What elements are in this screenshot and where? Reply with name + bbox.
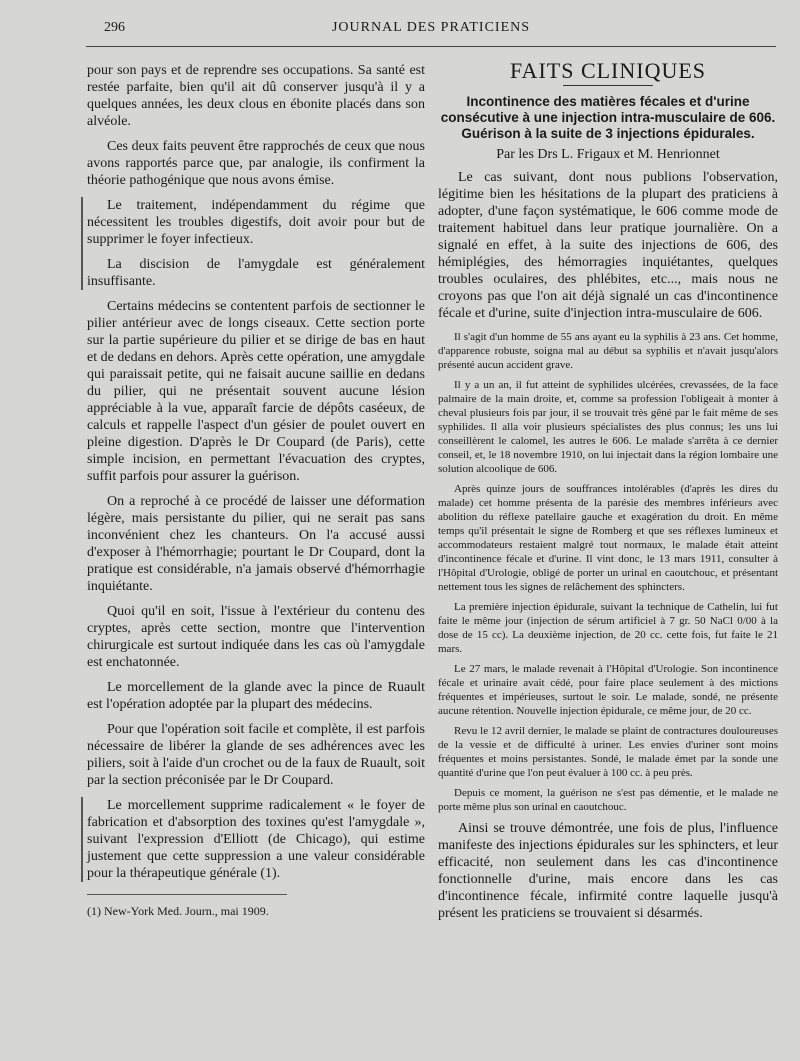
journal-title: JOURNAL DES PRATICIENS — [331, 20, 531, 35]
paragraph: Le morcellement supprime radicalement « le foyer de fabrication et d'absorption des toxines qu'est l'amygdale », suivant l'expression d'Elliott (de Chicago), qui estime justement que cette suppression a une valeur considérable pour la thérapeutique générale (1). — [87, 798, 425, 881]
observation-paragraph: Après quinze jours de souffrances intolérables (d'après les dires du malade) cet homme présenta de la parésie des membres inférieurs avec abolition du réflexe patellaire gauche et exagération du droit. En même temps qu'il présentait le signe de Romberg et que ses réflexes lumineux et accommodateurs restaient malgré tout normaux, le malade était atteint d'incontinence fécale et d'urine. Il vint donc, le 13 mars 1911, consulter à l'Hôpital d'Urologie, obligé de porter un urinal en caoutchouc, et présentant nettement tous les signes de relâchement des sphincters. — [438, 483, 778, 593]
article-title: Incontinence des matières fécales et d'urine consécutive à une injection intra-musculaire de 606. Guérison à la suite de 3 injections épidurales. — [440, 94, 776, 141]
byline: Par les Drs L. Frigaux et M. Henrionnet — [496, 147, 720, 162]
paragraph: Certains médecins se contentent parfois de sectionner le pilier antérieur avec de longs ciseaux. Cette section porte sur la partie supérieure du pilier et se dirige de bas en haut et de dedans en dehors. Après cette opération, une amygdale qui paraissait petite, qui ne faisait aucune saillie en dedans du pilier, qui ne présentait souvent aucune lésion appréciable à la vue, apparaît farcie de dépôts caséeux, de calculs et rappelle l'aspect d'un gésier de poulet ouvert en pleine digestion. D'après le Dr Coupard (de Paris), cette simple incision, en permettant l'évacuation des cryptes, suffit parfois pour assurer la guérison. — [87, 299, 425, 484]
paragraph: Quoi qu'il en soit, l'issue à l'extérieur du contenu des cryptes, après cette section, montre que l'intervention chirurgicale est surtout indiquée dans les cas où l'amygdale est enchatonnée. — [87, 604, 425, 670]
observation-paragraph: Le 27 mars, le malade revenait à l'Hôpital d'Urologie. Son incontinence fécale et urinaire avait cédé, pour faire place seulement à des mictions fréquentes et impérieuses, surtout le soir. Le malade, sondé, ne présente aucune rétention. Nouvelle injection épidurale, ce même jour, de 20 cc. — [438, 663, 778, 717]
observation-paragraph: Il y a un an, il fut atteint de syphilides ulcérées, crevassées, de la face palmaire de la main droite, et, comme sa profession l'obligeait à monter à cheval plusieurs fois par jour, il se trouvait très gêné par le fait même de ses syphilides. Il alla voir plusieurs spécialistes des plus connus; les uns lui conseillèrent le calomel, les autres le 606. Le malade s'arrêta à ce dernier conseil, et, le 18 novembre 1910, on lui injectait dans la région lombaire une solution alcoolique de 606. — [438, 379, 778, 475]
footnote-rule — [87, 894, 287, 895]
margin-bar — [81, 197, 425, 290]
section-rule — [563, 85, 653, 86]
paragraph: La discision de l'amygdale est généralement insuffisante. — [87, 257, 425, 289]
paragraph: Pour que l'opération soit facile et complète, il est parfois nécessaire de libérer la glande de ses adhérences avec les piliers, soit à l'aide d'un crochet ou de la faux de Ruault, soit par la section préconisée par le Dr Coupard. — [87, 722, 425, 788]
paragraph: Ces deux faits peuvent être rapprochés de ceux que nous avons rapportés parce que, par analogie, ils confirment la théorie pathogénique que nous avons émise. — [87, 139, 425, 188]
paragraph: On a reproché à ce procédé de laisser une déformation légère, mais persistante du pilier, qui ne serait pas sans inconvénient chez les chanteurs. On l'a accusé aussi d'exposer à l'hémorrhagie; pourtant le Dr Coupard, dont la pratique est considérable, n'a jamais observé d'hémorrhagie inquiétante. — [87, 494, 425, 594]
right-column — [438, 58, 778, 930]
page-number: 296 — [104, 20, 125, 35]
footnote: (1) New-York Med. Journ., mai 1909. — [87, 904, 269, 918]
intro-paragraph: Le cas suivant, dont nous publions l'observation, légitime bien les hésitations de la plupart des praticiens à adopter, d'une façon systématique, le 606 comme mode de traitement habituel dans leur pratique journalière. On a signalé en effet, à la suite des injections de 606, des hémiplégies, des hémorragies inquiétantes, quelques troubles oculaires, des phlébites, etc..., mais nous ne croyons pas que l'on ait déjà signalé un cas d'incontinence fécale et d'urine, suite d'injection intra-musculaire de 606. — [438, 170, 778, 321]
page-header — [86, 20, 776, 47]
left-column — [87, 62, 425, 920]
paragraph: Le traitement, indépendamment du régime que nécessitent les troubles digestifs, doit avoir pour but de supprimer le foyer infectieux. — [87, 198, 425, 247]
paragraph: pour son pays et de reprendre ses occupations. Sa santé est restée parfaite, bien qu'il ait dû conserver jusqu'à il y a quelques années, les deux clous en ébonite placés dans son alvéole. — [87, 63, 425, 129]
observation-paragraph: La première injection épidurale, suivant la technique de Cathelin, lui fut faite le même jour (injection de sérum artificiel à 7 gr. 50 NaCl 0/00 à la dose de 15 cc). La deuxième injection, de 20 cc. cette fois, fut faite le 21 mars. — [438, 601, 778, 655]
margin-bar — [81, 797, 425, 882]
section-title: FAITS CLINIQUES — [509, 58, 707, 83]
conclusion-paragraph: Ainsi se trouve démontrée, une fois de plus, l'influence manifeste des injections épidurales sur les sphincters, et leur efficacité, non seulement dans les cas d'incontinence fonctionnelle d'urine, mais encore dans les cas d'incontinence fécale, infirmité contre laquelle jusqu'à présent les praticiens se trouvaient si désarmés. — [438, 821, 778, 921]
observation-paragraph: Depuis ce moment, la guérison ne s'est pas démentie, et le malade ne porte même plus son urinal en caoutchouc. — [438, 787, 778, 813]
observation-paragraph: Revu le 12 avril dernier, le malade se plaint de contractures douloureuses de la vessie et de difficulté à uriner. Les envies d'uriner sont moins fréquentes et moins persistantes. Sondé, le malade émet par la sonde une quantité d'urine que l'on peut évaluer à 100 cc. à peu près. — [438, 725, 778, 779]
observation-paragraph: Il s'agit d'un homme de 55 ans ayant eu la syphilis à 23 ans. Cet homme, d'apparence robuste, soigna mal au début sa syphilis et n'avait jusqu'alors présenté aucun accident grave. — [438, 331, 778, 371]
paragraph: Le morcellement de la glande avec la pince de Ruault est l'opération adoptée par la plupart des médecins. — [87, 680, 425, 712]
